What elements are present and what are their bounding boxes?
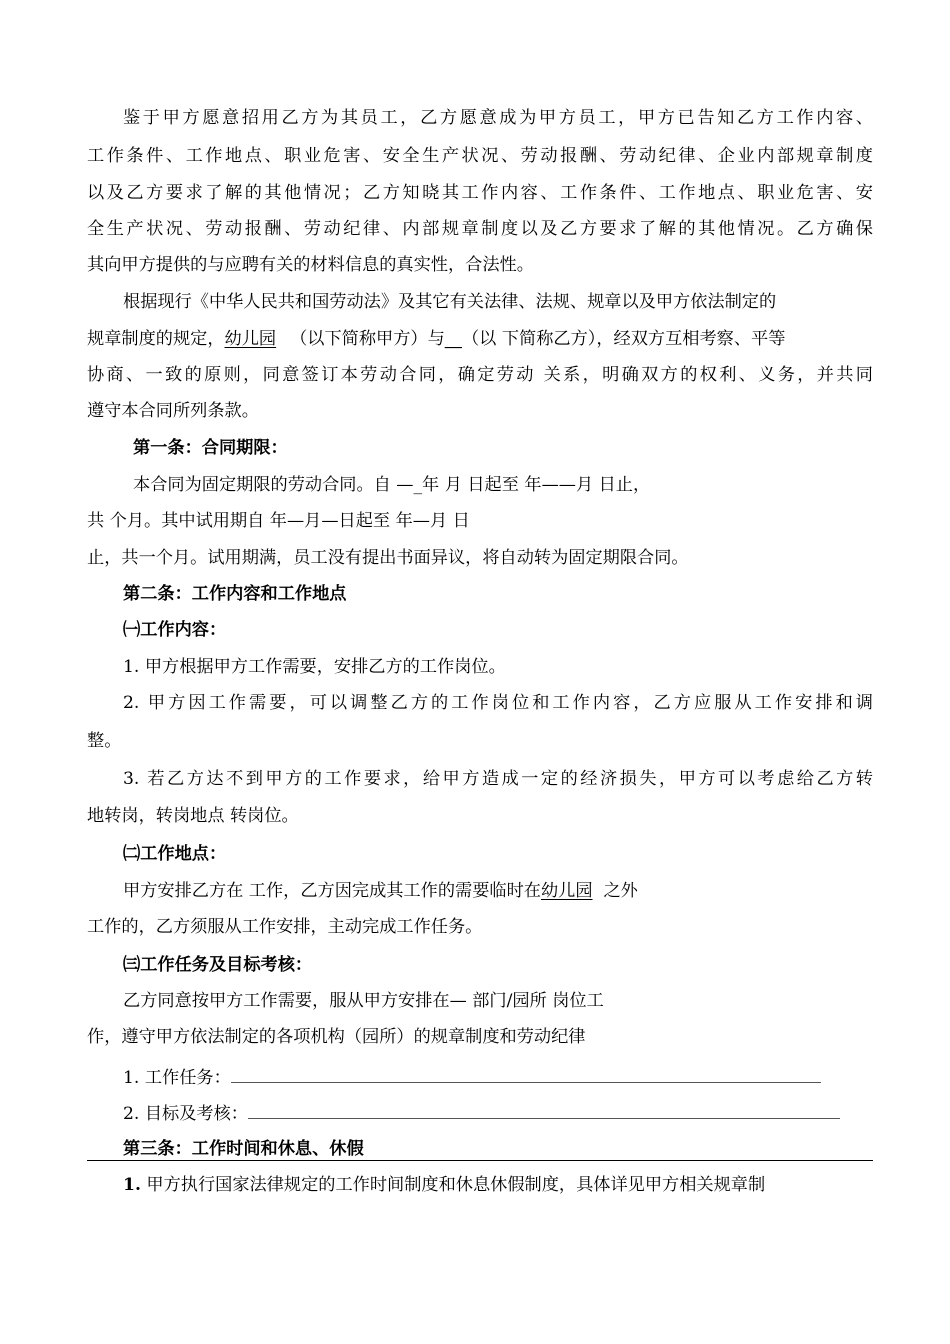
basis-line-1: 根据现行《中华人民共和国劳动法》及其它有关法律、法规、规章以及甲方依法制定的 bbox=[123, 292, 777, 312]
article-3-item-1 bbox=[123, 1174, 765, 1196]
article-1-line-1: 本合同为固定期限的劳动合同。自 —_年 月 日起至 年——月 日止， bbox=[133, 475, 651, 495]
work-content-item-1: 1. 甲方根据甲方工作需要，安排乙方的工作岗位。 bbox=[123, 657, 506, 677]
work-task-row bbox=[123, 1066, 821, 1089]
article-3-item-1-text: 甲方执行国家法律规定的工作时间制度和休息休假制度，具体详见甲方相关规章制 bbox=[140, 1175, 766, 1195]
basis-line-3: 协商、一致的原则，同意签订本劳动合同，确定劳动 关系，明确双方的权利、义务，并共同 bbox=[87, 365, 873, 385]
article-1-line-2: 共 个月。其中试用期自 年—月—日起至 年—月 日 bbox=[87, 511, 470, 531]
work-task-label: 1. 工作任务： bbox=[123, 1068, 231, 1088]
target-blank-field[interactable] bbox=[248, 1102, 840, 1119]
article-2-title: 第二条：工作内容和工作地点 bbox=[123, 584, 347, 604]
work-location-text-b: 之外 bbox=[592, 881, 638, 901]
work-content-item-2-cont: 整。 bbox=[87, 731, 122, 751]
task-target-line-1: 乙方同意按甲方工作需要，服从甲方安排在— 部门/园所 岗位工 bbox=[123, 991, 604, 1011]
basis-line-2 bbox=[87, 328, 785, 350]
basis-text-b: （以下简称甲方）与 bbox=[290, 329, 445, 349]
task-target-heading: ㈢工作任务及目标考核： bbox=[123, 955, 313, 975]
article-1-line-3: 止，共一个月。试用期满，员工没有提出书面异议，将自动转为固定期限合同。 bbox=[87, 548, 689, 568]
intro-line-3: 以及乙方要求了解的其他情况；乙方知晓其工作内容、工作条件、工作地点、职业危害、安 bbox=[87, 183, 873, 203]
work-location-line-2: 工作的，乙方须服从工作安排，主动完成工作任务。 bbox=[87, 917, 483, 937]
employee-blank: __ bbox=[444, 329, 462, 349]
basis-text-a: 规章制度的规定， bbox=[87, 329, 225, 349]
article-1-title: 第一条：合同期限： bbox=[133, 438, 288, 458]
target-label: 2. 目标及考核： bbox=[123, 1104, 248, 1124]
article-3-title: 第三条：工作时间和休息、休假 bbox=[123, 1139, 364, 1159]
intro-line-4: 全生产状况、劳动报酬、劳动纪律、内部规章制度以及乙方要求了解的其他情况。乙方确保 bbox=[87, 219, 873, 239]
work-content-item-3-cont: 地转岗，转岗地点 转岗位。 bbox=[87, 806, 299, 826]
work-content-item-3: 3. 若乙方达不到甲方的工作要求，给甲方造成一定的经济损失，甲方可以考虑给乙方转 bbox=[123, 769, 873, 789]
target-row bbox=[123, 1102, 840, 1125]
intro-line-1: 鉴于甲方愿意招用乙方为其员工，乙方愿意成为甲方员工，甲方已告知乙方工作内容、 bbox=[123, 108, 873, 128]
intro-line-2: 工作条件、工作地点、职业危害、安全生产状况、劳动报酬、劳动纪律、企业内部规章制度 bbox=[87, 146, 873, 166]
basis-line-4: 遵守本合同所列条款。 bbox=[87, 401, 259, 421]
task-target-line-2: 作，遵守甲方依法制定的各项机构（园所）的规章制度和劳动纪律 bbox=[87, 1027, 586, 1047]
work-location-line-1 bbox=[123, 880, 638, 902]
article-3-item-1-number: 1. bbox=[123, 1175, 141, 1195]
work-content-item-2: 2. 甲方因工作需要，可以调整乙方的工作岗位和工作内容，乙方应服从工作安排和调 bbox=[123, 693, 873, 713]
work-location-place: 幼儿园 bbox=[540, 881, 593, 901]
work-task-blank-field[interactable] bbox=[231, 1066, 821, 1083]
section-divider bbox=[87, 1160, 873, 1161]
intro-line-5: 其向甲方提供的与应聘有关的材料信息的真实性，合法性。 bbox=[87, 255, 534, 275]
basis-text-c: （以 下简称乙方），经双方互相考察、平等 bbox=[461, 329, 786, 349]
work-location-text-a: 甲方安排乙方在 工作，乙方因完成其工作的需要临时在 bbox=[123, 881, 541, 901]
work-content-heading: ㈠工作内容： bbox=[123, 620, 227, 640]
employer-name: 幼儿园 bbox=[224, 329, 277, 349]
work-location-heading: ㈡工作地点： bbox=[123, 844, 227, 864]
